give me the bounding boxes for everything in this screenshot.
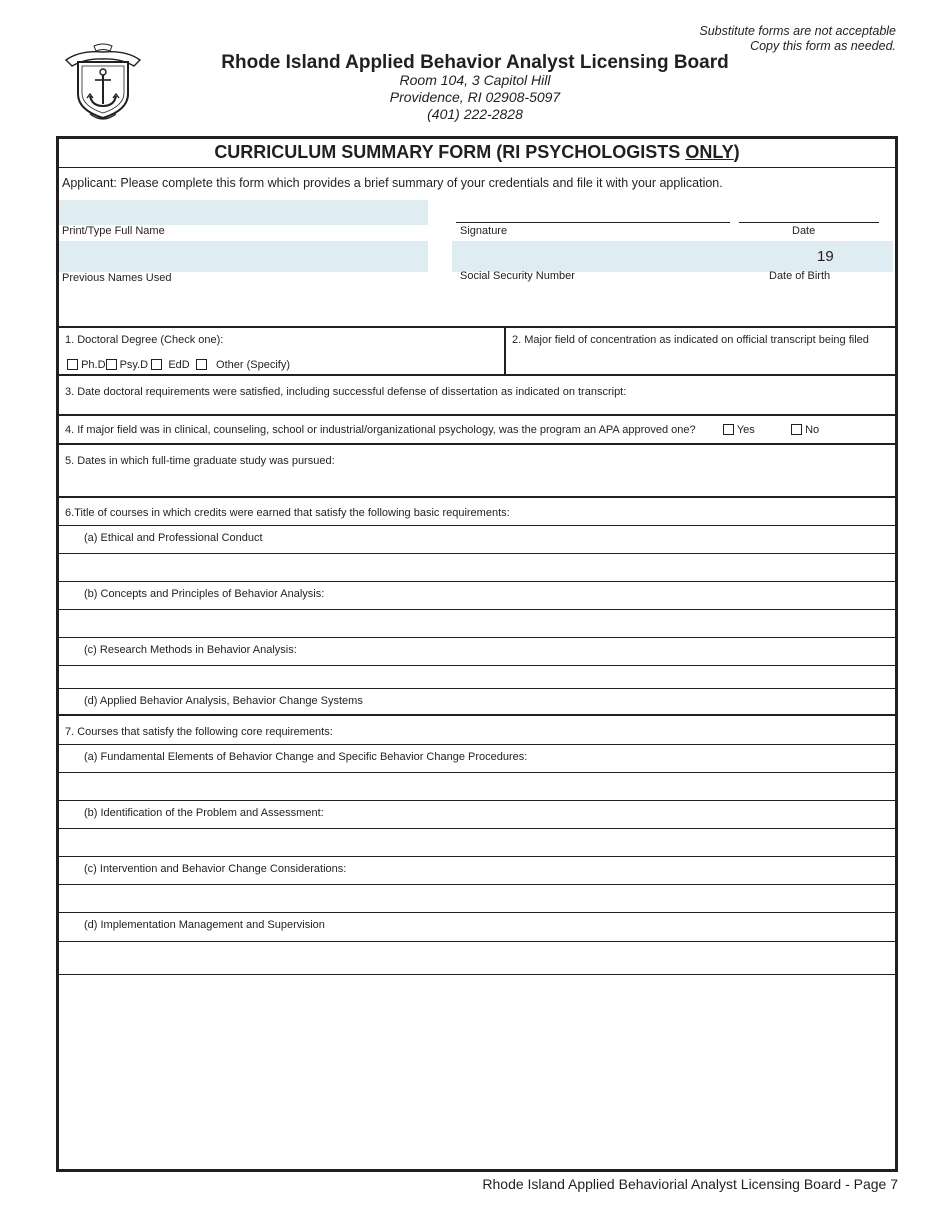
q4-label: 4. If major field was in clinical, counseling, school or industrial/organizational psychology, was the program an APA approved one? — [65, 424, 696, 436]
q6a-label: (a) Ethical and Professional Conduct — [84, 532, 263, 544]
psyd-label: Psy.D — [119, 359, 149, 371]
form-title-prefix: CURRICULUM SUMMARY FORM (RI PSYCHOLOGISTS — [214, 142, 686, 162]
divider — [58, 856, 896, 857]
date-of-birth-value: 19 — [817, 248, 834, 265]
instructions-text: Applicant: Please complete this form which provides a brief summary of your credentials and file it with your application. — [62, 176, 723, 190]
divider — [58, 744, 896, 745]
divider — [58, 496, 896, 498]
signature-label: Signature — [460, 225, 508, 237]
divider — [504, 327, 506, 374]
row-marker — [56, 226, 59, 238]
degree-options — [67, 359, 290, 371]
divider — [58, 800, 896, 801]
other-label: Other (Specify) — [216, 359, 290, 371]
divider — [58, 772, 896, 773]
divider — [58, 374, 896, 376]
page-footer: Rhode Island Applied Behaviorial Analyst Licensing Board - Page 7 — [482, 1176, 898, 1192]
q1-label: 1. Doctoral Degree (Check one): — [65, 334, 224, 346]
date-line[interactable] — [739, 222, 879, 223]
divider — [58, 828, 896, 829]
divider — [58, 665, 896, 666]
q7d-label: (d) Implementation Management and Supervision — [84, 919, 325, 931]
divider — [58, 167, 896, 168]
divider — [58, 581, 896, 582]
form-title-only: ONLY — [685, 142, 734, 162]
q3-label: 3. Date doctoral requirements were satisfied, including successful defense of dissertation as indicated on transcript: — [65, 386, 627, 398]
copy-notice — [699, 24, 896, 54]
other-checkbox[interactable] — [196, 359, 207, 370]
no-checkbox[interactable] — [791, 424, 802, 435]
date-of-birth-label: Date of Birth — [769, 270, 831, 282]
signature-line[interactable] — [456, 222, 730, 223]
q4-no — [791, 424, 819, 436]
divider — [58, 688, 896, 689]
row-marker — [56, 272, 59, 284]
previous-names-label: Previous Names Used — [62, 272, 172, 284]
previous-names-input[interactable] — [59, 241, 428, 272]
notice-line-2: Copy this form as needed. — [750, 39, 896, 53]
q2-label: 2. Major field of concentration as indicated on official transcript being filed — [512, 334, 869, 346]
divider — [58, 974, 896, 975]
divider — [58, 326, 896, 328]
phd-checkbox[interactable] — [67, 359, 78, 370]
q6b-label: (b) Concepts and Principles of Behavior Analysis: — [84, 588, 325, 600]
board-title: Rhode Island Applied Behavior Analyst Licensing Board — [221, 52, 729, 73]
edd-label: EdD — [168, 359, 190, 371]
no-label: No — [805, 424, 820, 436]
date-label: Date — [792, 225, 816, 237]
divider — [58, 637, 896, 638]
q7-label: 7. Courses that satisfy the following core requirements: — [65, 726, 333, 738]
q4-yes — [723, 424, 755, 436]
q6d-label: (d) Applied Behavior Analysis, Behavior Change Systems — [84, 695, 363, 707]
full-name-input[interactable] — [59, 200, 428, 225]
divider — [58, 525, 896, 526]
q6-label: 6.Title of courses in which credits were earned that satisfy the following basic requirements: — [65, 507, 510, 519]
notice-line-1: Substitute forms are not acceptable — [699, 24, 896, 38]
address-line-2: Providence, RI 02908-5097 — [389, 89, 561, 105]
divider — [58, 714, 896, 716]
divider — [58, 609, 896, 610]
q7b-label: (b) Identification of the Problem and Assessment: — [84, 807, 324, 819]
q5-label: 5. Dates in which full-time graduate study was pursued: — [65, 455, 335, 467]
address-line-1: Room 104, 3 Capitol Hill — [399, 72, 551, 88]
q6c-label: (c) Research Methods in Behavior Analysis: — [84, 644, 297, 656]
ssn-label: Social Security Number — [460, 270, 575, 282]
form-title — [56, 142, 898, 163]
full-name-label: Print/Type Full Name — [62, 225, 165, 237]
divider — [58, 414, 896, 416]
q7c-label: (c) Intervention and Behavior Change Considerations: — [84, 863, 347, 875]
phd-label: Ph.D — [81, 359, 106, 371]
yes-checkbox[interactable] — [723, 424, 734, 435]
form-title-suffix: ) — [733, 142, 740, 162]
q7a-label: (a) Fundamental Elements of Behavior Change and Specific Behavior Change Procedures: — [84, 751, 528, 763]
ssn-input[interactable] — [452, 241, 765, 272]
edd-checkbox[interactable] — [151, 359, 162, 370]
divider — [58, 884, 896, 885]
phone-number: (401) 222-2828 — [427, 106, 523, 122]
divider — [58, 912, 896, 913]
psyd-checkbox[interactable] — [106, 359, 117, 370]
divider — [58, 553, 896, 554]
divider — [58, 443, 896, 445]
yes-label: Yes — [736, 424, 755, 436]
divider — [58, 941, 896, 942]
